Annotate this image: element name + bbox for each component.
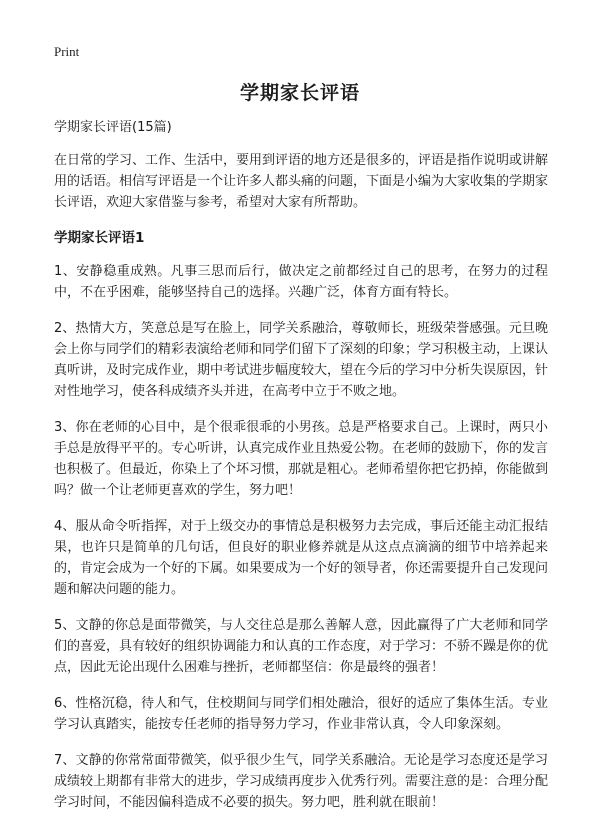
comment-paragraph-7: 7、文静的你常常面带微笑，似乎很少生气，同学关系融洽。无论是学习态度还是学习成绩较上期都有非常大的进步，学习成绩再度步入优秀行列。需要注意的是：合理分配学习时间，不能因偏科造成不必要的损失。努力吧，胜利就在眼前！ [54, 753, 549, 810]
comment-paragraph-6: 6、性格沉稳，待人和气，住校期间与同学们相处融洽，很好的适应了集体生活。专业学习认真踏实，能按专任老师的指导努力学习，作业非常认真，令人印象深刻。 [54, 696, 548, 732]
intro-paragraph: 在日常的学习、工作、生活中，要用到评语的地方还是很多的，评语是指作说明或讲解用的话语。相信写评语是一个让许多人都头痛的问题，下面是小编为大家收集的学期家长评语，欢迎大家借鉴与参考，希望对大家有所帮助。 [54, 153, 549, 210]
comment-paragraph-5: 5、文静的你总是面带微笑，与人交往总是那么善解人意，因此赢得了广大老师和同学们的喜爱，具有较好的组织协调能力和认真的工作态度，对于学习：不骄不躁是你的优点，因此无论出现什么困难与挫折，老师都坚信：你是最终的强者！ [54, 618, 549, 675]
comment-paragraph-2: 2、热情大方，笑意总是写在脸上，同学关系融洽，尊敬师长，班级荣誉感强。元旦晚会上你与同学们的精彩表演给老师和同学们留下了深刻的印象；学习积极主动，上课认真听讲，及时完成作业，期中考试进步幅度较大，望在今后的学习中分析失误原因，针对性地学习，使各科成绩齐头并进，在高考中立于不败之地。 [54, 321, 549, 399]
print-link[interactable]: Print [54, 44, 80, 59]
page-title: 学期家长评语 [239, 82, 360, 104]
document-subtitle: 学期家长评语(15篇) [54, 120, 172, 135]
comment-paragraph-1: 1、安静稳重成熟。凡事三思而后行，做决定之前都经过自己的思考，在努力的过程中，不在乎困难，能够坚持自己的选择。兴趣广泛，体育方面有特长。 [54, 264, 548, 300]
document-body [54, 118, 548, 828]
section-heading: 学期家长评语1 [54, 230, 145, 246]
comment-paragraph-3: 3、你在老师的心目中，是个很乖很乖的小男孩。总是严格要求自己。上课时，两只小手总是放得平平的。专心听讲，认真完成作业且热爱公物。在老师的鼓励下，你的发言也积极了。但最近，你染上了个坏习惯，那就是粗心。老师希望你把它扔掉，你能做到吗？做一个让老师更喜欢的学生，努力吧！ [54, 420, 549, 498]
comment-paragraph-4: 4、服从命令听指挥，对于上级交办的事情总是积极努力去完成，事后还能主动汇报结果，也许只是简单的几句话，但良好的职业修养就是从这点点滴滴的细节中培养起来的，肯定会成为一个好的下属。如果要成为一个好的领导者，你还需要提升自己发现问题和解决问题的能力。 [54, 519, 549, 597]
